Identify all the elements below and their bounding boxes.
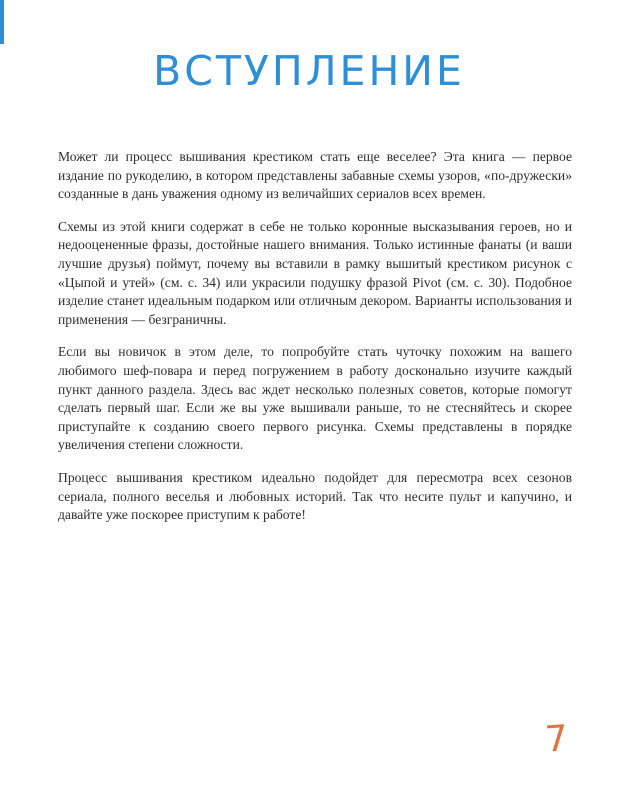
paragraph-4: Процесс вышивания крестиком идеально подойдет для пересмотра всех сезонов сериала, полного веселья и любовных историй. Так что несите пульт и капучино, и давайте уже поскорее приступим к работе! [58,469,572,523]
paragraph-1: Может ли процесс вышивания крестиком стать еще веселее? Эта книга — первое издание по рукоделию, в котором представлены забавные схемы узоров, «по-дружески» созданные в дань уважения одному из величайших сериалов всех времен. [58,149,572,202]
page-edge-marker [0,0,4,44]
page-title: ВСТУПЛЕНИЕ [153,47,465,95]
paragraph-2: Схемы из этой книги содержат в себе не только коронные высказывания героев, но и недооцененные фразы, достойные нашего внимания. Только истинные фанаты (и ваши лучшие друзья) поймут, почему вы вставили в рамку вышитый крестиком рисунок с «Цыпой и утей» (см. с. 34) или украсили подушку фразой Pivot (см. с. 30). Подобное изделие станет идеальным подарком или отличным декором. Варианты использования и применения — безграничны. [58,218,572,327]
body-text [58,148,572,539]
page-number: 7 [543,718,570,761]
paragraph-3: Если вы новичок в этом деле, то попробуйте стать чуточку похожим на вашего любимого шеф-повара и перед погружением в работу досконально изучите каждый пункт данного раздела. Здесь вас ждет несколько полезных советов, которые помогут сделать первый шаг. Если же вы уже вышивали раньше, то не стесняйтесь и скорее приступайте к созданию своего первого рисунка. Схемы представлены в порядке увеличения степени сложности. [58,344,572,453]
